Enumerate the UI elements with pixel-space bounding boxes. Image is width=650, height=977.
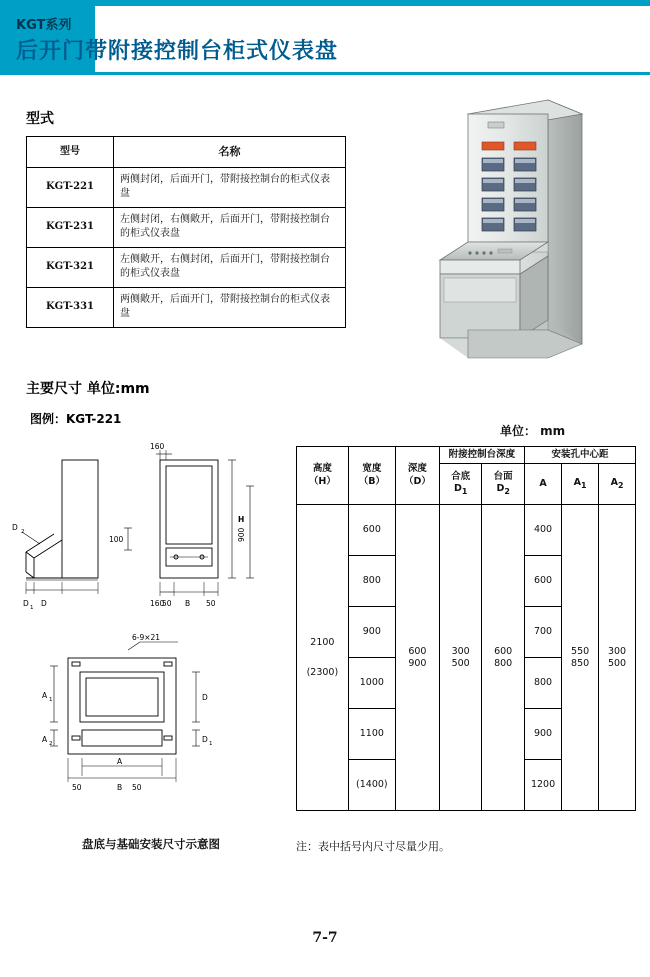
dim-header-a: A [524, 464, 561, 505]
dim-header-row-1 [297, 447, 636, 464]
dim-header-d1-line2: $D_1$ [453, 483, 468, 497]
cell-height-main: 2100 [310, 636, 335, 648]
dim-header-a1: $A_1$ [562, 464, 599, 505]
cell-a: 900 [524, 709, 561, 760]
dim-header-d2-line1: 台面 [493, 471, 513, 483]
model-name: 左侧敞开，右侧封闭，后面开门，带附接控制台的柜式仪表盘 [114, 247, 346, 287]
cell-d2-1: 600 [494, 645, 513, 657]
cell-a2-2: 500 [607, 657, 627, 669]
cell-width: 900 [348, 607, 395, 658]
label-d1: D [23, 599, 29, 608]
cell-a: 700 [524, 607, 561, 658]
name-col-header: 名称 [114, 137, 346, 168]
label-50-plan-right: 50 [132, 783, 142, 792]
dim-header-d2-line2: $D_2$ [496, 483, 510, 497]
table-row [27, 167, 346, 207]
cabinet-illustration [430, 92, 630, 370]
cell-a2 [599, 505, 636, 811]
svg-text:2: 2 [21, 529, 25, 535]
dim-header-width [348, 447, 395, 505]
header-series: KGT系列 [16, 18, 72, 33]
cell-width: 800 [348, 556, 395, 607]
label-50-plan-left: 50 [72, 783, 82, 792]
dim-header-d2 [482, 464, 525, 505]
label-D-plan: D [202, 693, 208, 702]
label-900: 900 [237, 527, 246, 542]
label-A2: A [42, 735, 48, 744]
dim-header-width-line2: （B） [358, 475, 385, 487]
cell-a2-1: 300 [607, 645, 627, 657]
table-row [27, 287, 346, 327]
dim-header-depth-line2: （D） [403, 475, 431, 487]
cell-d2 [482, 505, 525, 811]
section-label-model: 型式 [26, 111, 54, 127]
dimension-table [296, 446, 636, 811]
dim-header-height-line1: 高度 [312, 463, 332, 475]
label-A1: A [42, 691, 48, 700]
model-name: 两侧封闭，后面开门，带附接控制台的柜式仪表盘 [114, 167, 346, 207]
cell-width: 1100 [348, 709, 395, 760]
model-code: KGT-321 [27, 247, 114, 287]
dim-header-width-line1: 宽度 [362, 463, 382, 475]
cell-d1-1: 300 [451, 645, 470, 657]
page-number: 7-7 [312, 930, 338, 946]
cell-d2-2: 800 [494, 657, 513, 669]
dim-group-header-holes: 安装孔中心距 [524, 447, 635, 464]
cell-a1-2: 850 [571, 657, 590, 669]
cell-height [297, 505, 349, 811]
header-accent-bar [0, 0, 650, 6]
table-row [27, 247, 346, 287]
cell-a: 600 [524, 556, 561, 607]
cell-a: 800 [524, 658, 561, 709]
dim-header-height [297, 447, 349, 505]
engineering-drawings [10, 440, 290, 830]
cell-d1 [439, 505, 482, 811]
label-50-right: 50 [206, 599, 216, 608]
model-col-header: 型号 [27, 137, 114, 168]
model-name: 两侧敞开，后面开门，带附接控制台的柜式仪表盘 [114, 287, 346, 327]
label-H: H [238, 515, 245, 524]
cell-a: 400 [524, 505, 561, 556]
label-D1-plan: D [202, 735, 208, 744]
dim-header-d1 [439, 464, 482, 505]
dim-header-depth-line1: 深度 [407, 463, 427, 475]
model-code: KGT-221 [27, 167, 114, 207]
table-row [297, 505, 636, 556]
cell-width: 600 [348, 505, 395, 556]
table-header-row [27, 137, 346, 168]
drawing-caption: 盘底与基础安装尺寸示意图 [82, 837, 220, 851]
cell-d1-2: 500 [451, 657, 470, 669]
cell-width: 1000 [348, 658, 395, 709]
label-160-top: 160 [150, 442, 165, 451]
header-rule [0, 72, 650, 75]
cell-depth-1: 600 [408, 645, 427, 657]
page-header [0, 0, 650, 78]
label-160-bottom: 160 [150, 599, 165, 608]
label-A-plan: A [117, 757, 123, 766]
dim-header-a2: $A_2$ [599, 464, 636, 505]
cell-a1 [562, 505, 599, 811]
dim-header-height-line2: （H） [308, 475, 336, 487]
cell-a1-1: 550 [571, 645, 590, 657]
svg-text:1: 1 [30, 605, 34, 611]
label-B-plan: B [117, 783, 123, 792]
label-d: D [41, 599, 47, 608]
cell-height-alt: (2300) [306, 666, 339, 678]
label-holes: 6-9×21 [132, 633, 161, 642]
table-note: 注：表中括号内尺寸尽量少用。 [296, 840, 450, 853]
unit-label: 单位： mm [500, 424, 566, 438]
label-100: 100 [109, 535, 124, 544]
model-code: KGT-331 [27, 287, 114, 327]
page-title: 后开门带附接控制台柜式仪表盘 [16, 39, 339, 64]
model-code: KGT-231 [27, 207, 114, 247]
dim-header-depth [395, 447, 439, 505]
dim-group-header-console: 附接控制台深度 [439, 447, 524, 464]
section-label-example: 图例：KGT-221 [30, 412, 122, 426]
cell-depth [395, 505, 439, 811]
svg-text:1: 1 [49, 697, 53, 703]
model-name: 左侧封闭，右侧敞开，后面开门，带附接控制台的柜式仪表盘 [114, 207, 346, 247]
label-B: B [185, 599, 191, 608]
table-row [27, 207, 346, 247]
dim-header-d1-line1: 合底 [451, 471, 471, 483]
label-50-left: 50 [162, 599, 172, 608]
cell-a: 1200 [524, 760, 561, 811]
cell-width: (1400) [348, 760, 395, 811]
section-label-main-dimensions: 主要尺寸 单位:mm [26, 381, 150, 397]
label-d2: D [12, 523, 18, 532]
svg-text:2: 2 [49, 741, 53, 747]
model-table [26, 136, 346, 328]
svg-text:1: 1 [209, 741, 213, 747]
cell-depth-2: 900 [408, 657, 427, 669]
